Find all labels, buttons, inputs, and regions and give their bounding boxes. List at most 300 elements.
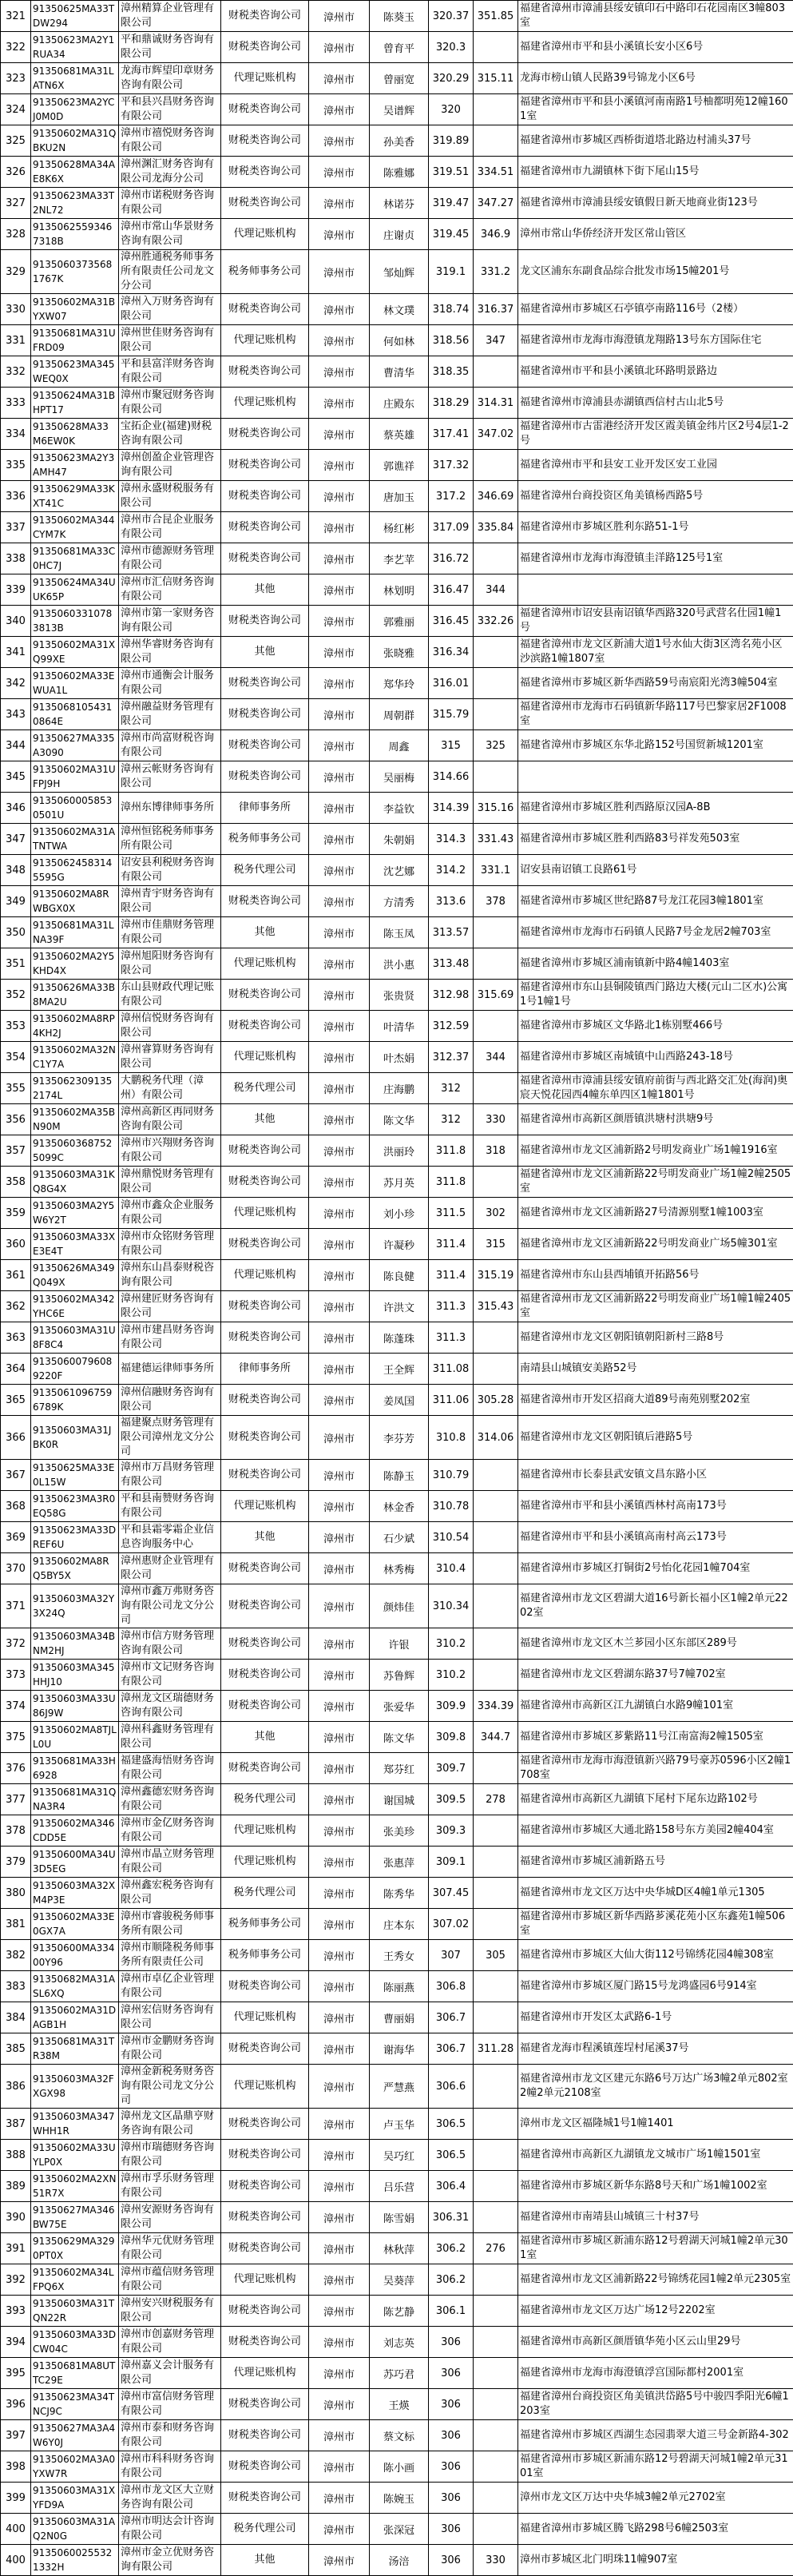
row-number-cell: 382 [1, 1940, 31, 1971]
credit-code-cell: 91350610967596789K [31, 1385, 119, 1416]
org-type-cell: 财税类咨询公司 [221, 2451, 309, 2483]
score-2-cell [474, 2327, 518, 2358]
score-1-cell: 306 [429, 2389, 474, 2420]
address-cell: 福建省漳州市芗城区新华东路8号天和广场1幢1002室 [518, 2171, 793, 2202]
table-row [1, 699, 793, 730]
company-name-cell: 平和县南赞财务咨询有限公司 [119, 1491, 221, 1522]
address-cell: 福建省漳州市芗城区大仙大街112号锦绣花园4幢308室 [518, 1940, 793, 1971]
legal-person-cell: 蔡文标 [370, 2420, 429, 2451]
company-name-cell: 漳州市兴翔财务咨询有限公司 [119, 1135, 221, 1167]
company-name-cell: 漳州市科科财务咨询有限公司 [119, 2451, 221, 2483]
credit-code-cell: 91350602MA342YHC6E [31, 1291, 119, 1322]
score-2-cell: 315.19 [474, 1260, 518, 1291]
table-row [1, 793, 793, 824]
table-row [1, 1553, 793, 1584]
org-type-cell: 代理记账机构 [221, 2002, 309, 2033]
table-row [1, 1416, 793, 1460]
table-row [1, 250, 793, 294]
score-1-cell: 311.4 [429, 1260, 474, 1291]
org-type-cell: 财税类咨询公司 [221, 2233, 309, 2264]
row-number-cell: 394 [1, 2327, 31, 2358]
company-name-cell: 漳州华睿财务咨询有限公司 [119, 637, 221, 668]
table-row [1, 2420, 793, 2451]
address-cell: 福建省漳州市龙文区朝阳镇朝阳新村三路8号 [518, 1322, 793, 1354]
score-1-cell: 317.41 [429, 419, 474, 450]
score-2-cell: 331.43 [474, 824, 518, 855]
row-number-cell: 371 [1, 1584, 31, 1628]
city-cell: 漳州市 [309, 2420, 370, 2451]
legal-person-cell: 郑芬红 [370, 1753, 429, 1784]
credit-code-cell: 91350627MA346BW75E [31, 2202, 119, 2233]
credit-code-cell: 91350602MA2XN51R7X [31, 2171, 119, 2202]
legal-person-cell: 郑华玲 [370, 668, 429, 699]
address-cell: 福建省漳州市龙文区浦新路22号明发商业广场1幢1幢2405室 [518, 1291, 793, 1322]
address-cell: 福建省漳州市龙文区朝阳镇后港路5号 [518, 1416, 793, 1460]
score-2-cell [474, 2002, 518, 2033]
address-cell: 福建省漳州市漳浦县绥安镇假日新天地商业街123号 [518, 188, 793, 219]
table-row [1, 637, 793, 668]
org-type-cell: 税务师事务公司 [221, 824, 309, 855]
credit-code-cell: 91350603735681767K [31, 250, 119, 294]
company-name-cell: 漳州鼎悦财务管理有限公司 [119, 1167, 221, 1198]
legal-person-cell: 吴巧红 [370, 2140, 429, 2171]
row-number-cell: 392 [1, 2264, 31, 2296]
city-cell: 漳州市 [309, 606, 370, 637]
score-2-cell [474, 2109, 518, 2140]
address-cell: 福建省漳州市平和县小溪镇西林村高南173号 [518, 1491, 793, 1522]
org-type-cell: 代理记账机构 [221, 1815, 309, 1847]
row-number-cell: 400 [1, 2545, 31, 2576]
score-1-cell: 311.8 [429, 1167, 474, 1198]
company-name-cell: 漳州市创嘉财务管理有限公司 [119, 2327, 221, 2358]
address-cell: 福建省漳州市龙海市海澄镇圭洋路125号1室 [518, 543, 793, 574]
legal-person-cell: 吴葵萍 [370, 2264, 429, 2296]
city-cell: 漳州市 [309, 917, 370, 948]
city-cell: 漳州市 [309, 574, 370, 606]
address-cell: 福建省漳州市平和县小溪镇高南村高云173号 [518, 1522, 793, 1553]
row-number-cell: 388 [1, 2140, 31, 2171]
credit-code-cell: 91350629MA3290PT0X [31, 2233, 119, 2264]
row-number-cell: 327 [1, 188, 31, 219]
org-type-cell: 财税类咨询公司 [221, 1416, 309, 1460]
org-type-cell: 代理记账机构 [221, 1260, 309, 1291]
row-number-cell: 399 [1, 2483, 31, 2514]
table-row [1, 1167, 793, 1198]
table-row [1, 125, 793, 157]
score-2-cell: 315.69 [474, 980, 518, 1011]
org-type-cell: 其他 [221, 2545, 309, 2576]
address-cell: 福建省漳州市开发区招商大道89号南苑别墅202室 [518, 1385, 793, 1416]
org-type-cell: 税务师事务公司 [221, 1940, 309, 1971]
org-type-cell: 财税类咨询公司 [221, 1011, 309, 1042]
score-2-cell [474, 1660, 518, 1691]
score-1-cell: 306.4 [429, 2171, 474, 2202]
address-cell: 福建省漳州市龙文区万达广场12号2202室 [518, 2296, 793, 2327]
credit-code-cell: 91350623MA34TNCJ9C [31, 2389, 119, 2420]
company-name-cell: 龙海市辉望印章财务咨询有限公司 [119, 63, 221, 94]
row-number-cell: 339 [1, 574, 31, 606]
score-1-cell: 319.89 [429, 125, 474, 157]
credit-code-cell: 91350603687525099C [31, 1135, 119, 1167]
score-1-cell: 306 [429, 2545, 474, 2576]
org-type-cell: 财税类咨询公司 [221, 886, 309, 917]
score-1-cell: 312.98 [429, 980, 474, 1011]
table-row [1, 886, 793, 917]
table-row [1, 63, 793, 94]
org-type-cell: 代理记账机构 [221, 2358, 309, 2389]
address-cell: 福建省漳州市高新区颜厝镇华苑小区云山里29号 [518, 2327, 793, 2358]
table-row [1, 2358, 793, 2389]
org-type-cell: 财税类咨询公司 [221, 294, 309, 325]
legal-person-cell: 蔡英雄 [370, 419, 429, 450]
row-number-cell: 364 [1, 1354, 31, 1385]
row-number-cell: 359 [1, 1198, 31, 1229]
org-type-cell: 财税类咨询公司 [221, 1660, 309, 1691]
table-row [1, 325, 793, 356]
credit-code-cell: 91350623091352174L [31, 1073, 119, 1104]
legal-person-cell: 苏巧君 [370, 2358, 429, 2389]
company-name-cell: 漳州恒铭税务师事务所有限公司 [119, 824, 221, 855]
credit-code-cell: 91350602MA31XQ99XE [31, 637, 119, 668]
city-cell: 漳州市 [309, 1198, 370, 1229]
score-1-cell: 310.4 [429, 1553, 474, 1584]
company-name-cell: 漳州胜通税务师事务所有限责任公司龙文分公司 [119, 250, 221, 294]
score-2-cell: 278 [474, 1784, 518, 1815]
city-cell: 漳州市 [309, 1722, 370, 1753]
address-cell: 福建省漳州市龙海市海澄镇龙翔路13号东方国际住宅 [518, 325, 793, 356]
score-2-cell [474, 2202, 518, 2233]
score-2-cell [474, 668, 518, 699]
score-1-cell: 317.2 [429, 481, 474, 512]
city-cell: 漳州市 [309, 761, 370, 793]
company-name-cell: 漳州高新区再同财务咨询有限公司 [119, 1104, 221, 1135]
city-cell: 漳州市 [309, 668, 370, 699]
org-type-cell: 代理记账机构 [221, 1847, 309, 1878]
score-1-cell: 310.8 [429, 1416, 474, 1460]
score-1-cell: 307.45 [429, 1878, 474, 1909]
legal-person-cell: 李益钦 [370, 793, 429, 824]
credit-code-cell: 91350626MA349Q049X [31, 1260, 119, 1291]
row-number-cell: 363 [1, 1322, 31, 1354]
row-number-cell: 333 [1, 388, 31, 419]
table-row [1, 948, 793, 980]
address-cell: 福建省漳州市芗城区新浦东路12号碧湖天河城1幢2单元301室 [518, 2233, 793, 2264]
table-row [1, 1722, 793, 1753]
city-cell: 漳州市 [309, 730, 370, 761]
score-1-cell: 320.3 [429, 32, 474, 63]
score-2-cell [474, 1584, 518, 1628]
org-type-cell: 财税类咨询公司 [221, 32, 309, 63]
credit-code-cell: 91350602MA2Y5KHD4X [31, 948, 119, 980]
address-cell: 福建省漳州市芗城区新华西路芗溪花苑小区东鑫苑1幢506室 [518, 1909, 793, 1940]
table-row [1, 2327, 793, 2358]
score-2-cell: 314.06 [474, 1416, 518, 1460]
legal-person-cell: 陈葵玉 [370, 1, 429, 32]
row-number-cell: 368 [1, 1491, 31, 1522]
org-type-cell: 税务代理公司 [221, 2514, 309, 2545]
city-cell: 漳州市 [309, 512, 370, 543]
company-name-cell: 漳州市聚冠财务咨询有限公司 [119, 388, 221, 419]
credit-code-cell: 91350602MA346CDD5E [31, 1815, 119, 1847]
row-number-cell: 383 [1, 1971, 31, 2002]
city-cell: 漳州市 [309, 1354, 370, 1385]
legal-person-cell: 卢玉华 [370, 2109, 429, 2140]
company-name-cell: 漳州市通衡会计服务有限公司 [119, 668, 221, 699]
score-1-cell: 319.47 [429, 188, 474, 219]
row-number-cell: 381 [1, 1909, 31, 1940]
legal-person-cell: 林金香 [370, 1491, 429, 1522]
org-type-cell: 代理记账机构 [221, 948, 309, 980]
city-cell: 漳州市 [309, 419, 370, 450]
legal-person-cell: 庄海鹏 [370, 1073, 429, 1104]
org-type-cell: 财税类咨询公司 [221, 188, 309, 219]
address-cell: 福建省漳州市东山县铜陵镇西门路边大楼(元山二区水)公寓1号1幢1号 [518, 980, 793, 1011]
table-row [1, 1460, 793, 1491]
credit-code-cell: 91350681MA31UFRD09 [31, 325, 119, 356]
legal-person-cell: 苏月英 [370, 1167, 429, 1198]
company-name-cell: 漳州市龙文区大立财务咨询有限公司 [119, 2483, 221, 2514]
address-cell [518, 574, 793, 606]
org-type-cell: 税务代理公司 [221, 1878, 309, 1909]
score-1-cell: 311.4 [429, 1229, 474, 1260]
score-2-cell [474, 1628, 518, 1660]
city-cell: 漳州市 [309, 1460, 370, 1491]
city-cell: 漳州市 [309, 1878, 370, 1909]
table-row [1, 2545, 793, 2576]
row-number-cell: 324 [1, 94, 31, 125]
org-type-cell: 财税类咨询公司 [221, 2171, 309, 2202]
org-type-cell: 财税类咨询公司 [221, 1, 309, 32]
address-cell: 龙海市榜山镇人民路39号锦龙小区6号 [518, 63, 793, 94]
score-1-cell: 313.48 [429, 948, 474, 980]
score-2-cell: 351.85 [474, 1, 518, 32]
credit-code-cell: 91350627MA335A3090 [31, 730, 119, 761]
city-cell: 漳州市 [309, 2065, 370, 2109]
credit-code-cell: 91350602MA33E0GX7A [31, 1909, 119, 1940]
table-row [1, 2264, 793, 2296]
credit-code-cell: 91350602MA31ATNTWA [31, 824, 119, 855]
row-number-cell: 332 [1, 356, 31, 388]
legal-person-cell: 林诺芬 [370, 188, 429, 219]
legal-person-cell: 张美珍 [370, 1815, 429, 1847]
company-name-cell: 漳州市德源财务管理有限公司 [119, 543, 221, 574]
score-2-cell: 346.69 [474, 481, 518, 512]
company-name-cell: 漳州市禧悦财务咨询有限公司 [119, 125, 221, 157]
city-cell: 漳州市 [309, 1491, 370, 1522]
company-name-cell: 漳州市文记财务咨询有限公司 [119, 1660, 221, 1691]
row-number-cell: 390 [1, 2202, 31, 2233]
score-2-cell: 344 [474, 1042, 518, 1073]
address-cell: 漳州市芗城区北门明珠11幢907室 [518, 2545, 793, 2576]
row-number-cell: 334 [1, 419, 31, 450]
legal-person-cell: 张贵贤 [370, 980, 429, 1011]
city-cell: 漳州市 [309, 1291, 370, 1322]
score-2-cell [474, 1491, 518, 1522]
row-number-cell: 321 [1, 1, 31, 32]
score-2-cell: 325 [474, 730, 518, 761]
city-cell: 漳州市 [309, 388, 370, 419]
legal-person-cell: 陈文华 [370, 1104, 429, 1135]
legal-person-cell: 吴谱辉 [370, 94, 429, 125]
credit-code-cell: 91350603310783813B [31, 606, 119, 637]
credit-code-cell: 91350603MA33XE3E4T [31, 1229, 119, 1260]
company-name-cell: 大鹏税务代理（漳州）有限公司 [119, 1073, 221, 1104]
legal-person-cell: 王秀女 [370, 1940, 429, 1971]
address-cell: 福建省漳州市芗城区打铜街2号怡化花园1幢704室 [518, 1553, 793, 1584]
legal-person-cell: 方清秀 [370, 886, 429, 917]
credit-code-cell: 91350681MA31LATN6X [31, 63, 119, 94]
row-number-cell: 393 [1, 2296, 31, 2327]
score-1-cell: 316.34 [429, 637, 474, 668]
city-cell: 漳州市 [309, 1104, 370, 1135]
score-2-cell: 330 [474, 1104, 518, 1135]
score-1-cell: 310.54 [429, 1522, 474, 1553]
row-number-cell: 346 [1, 793, 31, 824]
table-row [1, 824, 793, 855]
org-type-cell: 其他 [221, 1722, 309, 1753]
city-cell: 漳州市 [309, 450, 370, 481]
company-name-cell: 福建德运律师事务所 [119, 1354, 221, 1385]
score-2-cell [474, 1878, 518, 1909]
org-type-cell: 代理记账机构 [221, 1198, 309, 1229]
company-name-cell: 漳州华元优财务管理有限公司 [119, 2233, 221, 2264]
legal-person-cell: 朱朝娟 [370, 824, 429, 855]
score-2-cell [474, 1011, 518, 1042]
table-body [1, 1, 793, 2576]
credit-code-cell: 91350623MA3R0EQ58G [31, 1491, 119, 1522]
score-1-cell: 319.1 [429, 250, 474, 294]
credit-code-cell: 91350603MA32Y3X24Q [31, 1584, 119, 1628]
company-name-cell: 漳州市常山华景财务咨询有限公司 [119, 219, 221, 250]
org-type-cell: 律师事务所 [221, 793, 309, 824]
table-row [1, 1135, 793, 1167]
city-cell: 漳州市 [309, 294, 370, 325]
row-number-cell: 374 [1, 1691, 31, 1722]
org-type-cell: 财税类咨询公司 [221, 1753, 309, 1784]
credit-code-cell: 91350681MA33C0HC7J [31, 543, 119, 574]
score-2-cell: 331.1 [474, 855, 518, 886]
company-name-cell: 漳州渊汇财务咨询有限公司龙海分公司 [119, 157, 221, 188]
address-cell: 龙文区浦东东副食品综合批发市场15幢201号 [518, 250, 793, 294]
credit-code-cell: 91350603MA345HHJ10 [31, 1660, 119, 1691]
org-type-cell: 财税类咨询公司 [221, 2140, 309, 2171]
credit-code-cell: 91350627MA3A4W6Y0J [31, 2420, 119, 2451]
score-1-cell: 311.08 [429, 1354, 474, 1385]
company-name-cell: 漳州市汇信财务咨询有限公司 [119, 574, 221, 606]
org-type-cell: 财税类咨询公司 [221, 699, 309, 730]
row-number-cell: 391 [1, 2233, 31, 2264]
legal-person-cell: 陈婉玉 [370, 2483, 429, 2514]
address-cell: 福建省漳州市龙文区浦新路22号明发商业广场1幢2幢2505室 [518, 1167, 793, 1198]
table-row [1, 2109, 793, 2140]
credit-code-cell: 91350624MA31BHPT17 [31, 388, 119, 419]
credit-code-cell: 91350628MA34AE8K6X [31, 157, 119, 188]
table-row [1, 481, 793, 512]
city-cell: 漳州市 [309, 125, 370, 157]
credit-code-cell: 91350602MA33EWUA1L [31, 668, 119, 699]
score-1-cell: 306 [429, 2420, 474, 2451]
row-number-cell: 369 [1, 1522, 31, 1553]
company-name-cell: 漳州安源财务咨询有限公司 [119, 2202, 221, 2233]
legal-person-cell: 颜炜佳 [370, 1584, 429, 1628]
table-row [1, 543, 793, 574]
company-name-cell: 漳州市建昌财务咨询有限公司 [119, 1322, 221, 1354]
legal-person-cell: 吴丽梅 [370, 761, 429, 793]
credit-code-cell: 91350623MA2Y3AMH47 [31, 450, 119, 481]
credit-code-cell: 91350603MA33DCW04C [31, 2327, 119, 2358]
table-row [1, 2002, 793, 2033]
score-2-cell [474, 1354, 518, 1385]
city-cell: 漳州市 [309, 1522, 370, 1553]
address-cell: 福建省漳州市平和县小溪镇长安小区6号 [518, 32, 793, 63]
score-1-cell: 309.8 [429, 1722, 474, 1753]
row-number-cell: 344 [1, 730, 31, 761]
row-number-cell: 352 [1, 980, 31, 1011]
credit-code-cell: 91350602MA8RP4KH2J [31, 1011, 119, 1042]
table-row [1, 2140, 793, 2171]
address-cell: 福建省漳州市龙文区浦新路27号清源别墅1幢1003室 [518, 1198, 793, 1229]
credit-code-cell: 91350681MA8UTTC29E [31, 2358, 119, 2389]
legal-person-cell: 林划明 [370, 574, 429, 606]
address-cell: 福建省漳州市龙文区浦新路22号明发商业广场5幢301室 [518, 1229, 793, 1260]
credit-code-cell: 91350602MA31QBKU2N [31, 125, 119, 157]
org-type-cell: 其他 [221, 1522, 309, 1553]
org-type-cell: 财税类咨询公司 [221, 2420, 309, 2451]
row-number-cell: 358 [1, 1167, 31, 1198]
org-type-cell: 代理记账机构 [221, 2264, 309, 2296]
row-number-cell: 398 [1, 2451, 31, 2483]
company-name-cell: 漳州云帐财务咨询有限公司 [119, 761, 221, 793]
legal-person-cell: 郭雅丽 [370, 606, 429, 637]
city-cell: 漳州市 [309, 824, 370, 855]
city-cell: 漳州市 [309, 1011, 370, 1042]
row-number-cell: 331 [1, 325, 31, 356]
company-name-cell: 漳州市第一家财务咨询有限公司 [119, 606, 221, 637]
table-row [1, 2171, 793, 2202]
legal-person-cell: 严慧燕 [370, 2065, 429, 2109]
legal-person-cell: 张深冠 [370, 2514, 429, 2545]
legal-person-cell: 周朝群 [370, 699, 429, 730]
company-name-cell: 漳州市信方财务管理咨询有限公司 [119, 1628, 221, 1660]
table-row [1, 1104, 793, 1135]
city-cell: 漳州市 [309, 1260, 370, 1291]
score-2-cell [474, 356, 518, 388]
table-row [1, 512, 793, 543]
address-cell: 福建省漳州市长泰县武安镇文昌东路小区 [518, 1460, 793, 1491]
org-type-cell: 财税类咨询公司 [221, 1322, 309, 1354]
org-type-cell: 财税类咨询公司 [221, 450, 309, 481]
credit-code-cell: 91350603MA2Y5W6Y2T [31, 1198, 119, 1229]
score-1-cell: 316.72 [429, 543, 474, 574]
company-name-cell: 漳州建匠财务咨询有限公司 [119, 1291, 221, 1322]
legal-person-cell: 张爱华 [370, 1691, 429, 1722]
legal-person-cell: 张晓雅 [370, 637, 429, 668]
score-1-cell: 316.47 [429, 574, 474, 606]
row-number-cell: 376 [1, 1753, 31, 1784]
score-1-cell: 309.1 [429, 1847, 474, 1878]
table-row [1, 917, 793, 948]
legal-person-cell: 苏鲁辉 [370, 1660, 429, 1691]
score-2-cell: 335.84 [474, 512, 518, 543]
row-number-cell: 329 [1, 250, 31, 294]
legal-person-cell: 陈雅娜 [370, 157, 429, 188]
legal-person-cell: 许洪文 [370, 1291, 429, 1322]
org-type-cell: 财税类咨询公司 [221, 125, 309, 157]
score-2-cell [474, 1073, 518, 1104]
legal-person-cell: 林文璞 [370, 294, 429, 325]
credit-code-cell: 91350623MA2YCJ0M0D [31, 94, 119, 125]
credit-code-cell: 91350681MA33H6928 [31, 1753, 119, 1784]
